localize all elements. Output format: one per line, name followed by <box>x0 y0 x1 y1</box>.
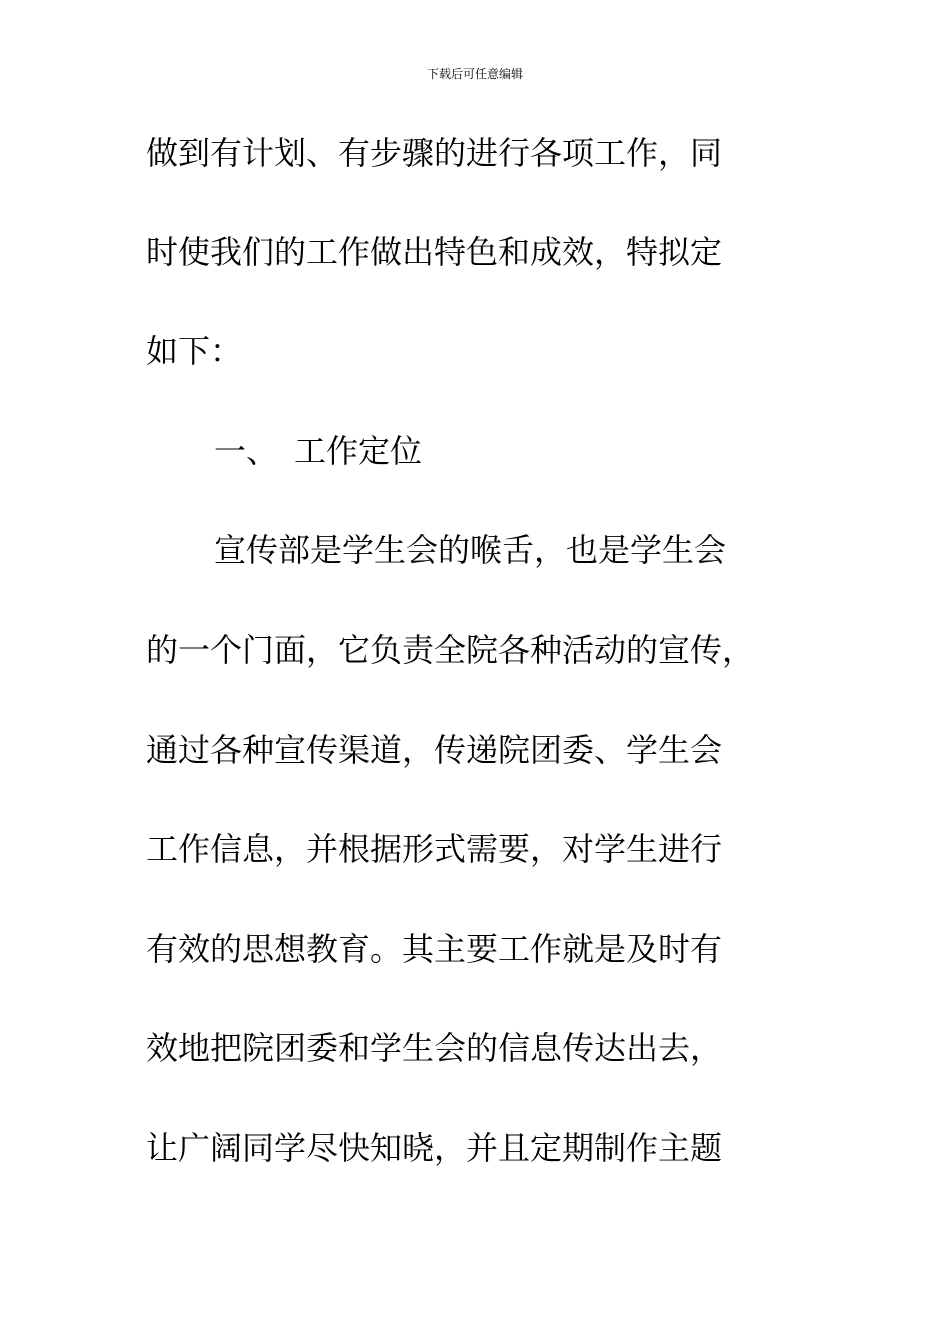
body-line: 的一个门面，它负责全院各种活动的宣传， <box>146 631 755 669</box>
body-line: 做到有计划、有步骤的进行各项工作，同 <box>146 134 723 172</box>
section-heading: 一、 工作定位 <box>214 432 423 470</box>
body-line: 如下： <box>146 332 243 370</box>
body-line: 效地把院团委和学生会的信息传达出去， <box>146 1029 723 1067</box>
body-line: 让广阔同学尽快知晓，并且定期制作主题 <box>146 1129 723 1167</box>
page-header: 下载后可任意编辑 <box>426 67 523 81</box>
body-line: 通过各种宣传渠道，传递院团委、学生会 <box>146 731 723 769</box>
body-line: 有效的思想教育。其主要工作就是及时有 <box>146 930 723 968</box>
body-line: 宣传部是学生会的喉舌，也是学生会 <box>214 531 727 569</box>
body-line: 工作信息，并根据形式需要，对学生进行 <box>146 830 723 868</box>
body-line: 时使我们的工作做出特色和成效，特拟定 <box>146 233 723 271</box>
